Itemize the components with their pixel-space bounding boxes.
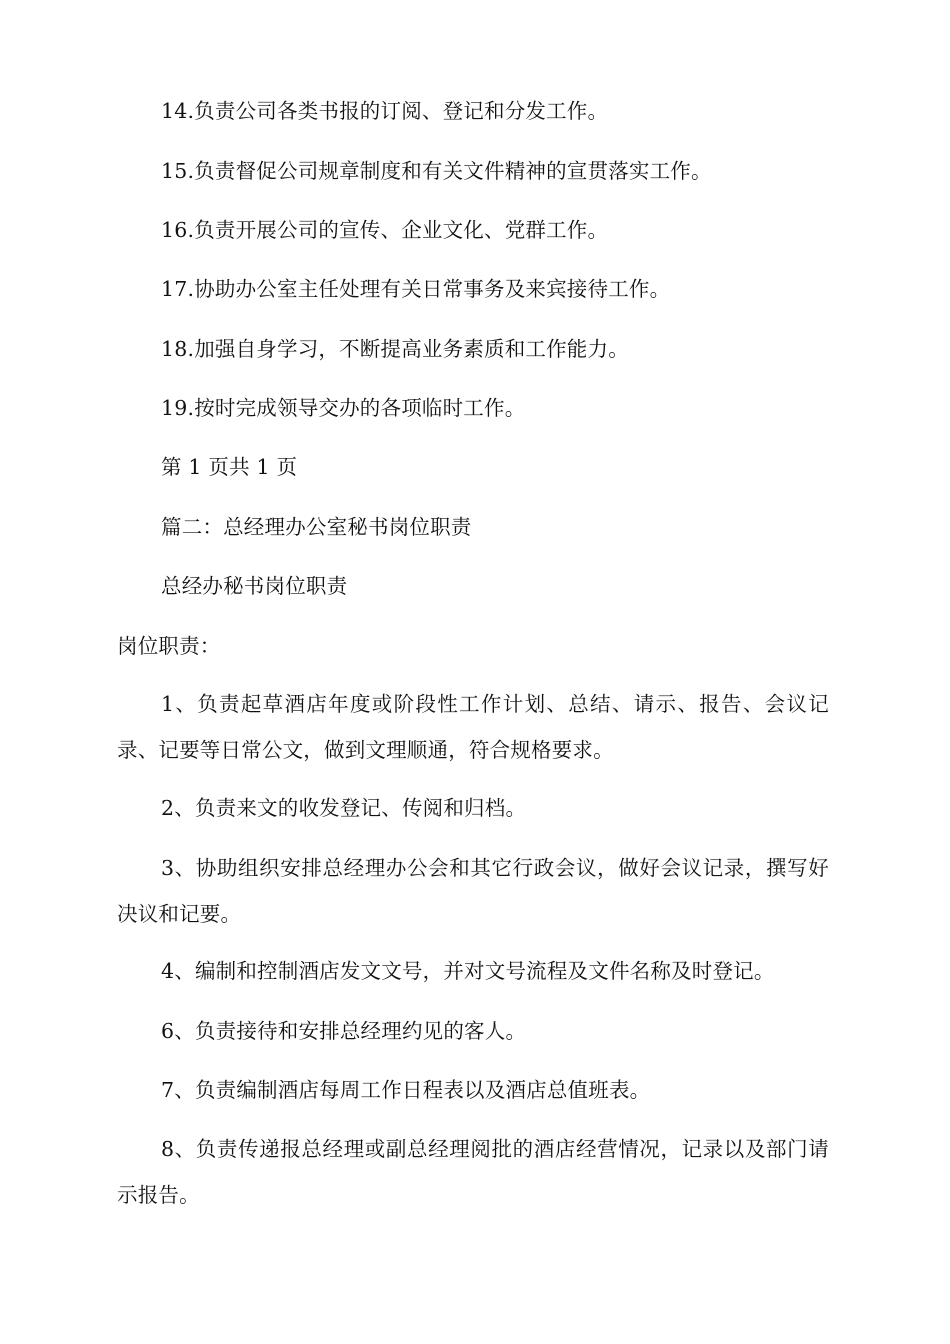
duty-paragraph-7: 7、负责编制酒店每周工作日程表以及酒店总值班表。 xyxy=(161,1078,651,1102)
duty-paragraph-2: 2、负责来文的收发登记、传阅和归档。 xyxy=(161,796,527,820)
duty-paragraph-8: 8、负责传递报总经理或副总经理阅批的酒店经营情况，记录以及部门请示报告。 xyxy=(117,1137,829,1207)
duties-label: 岗位职责： xyxy=(117,634,221,658)
duty-item-15: 15.负责督促公司规章制度和有关文件精神的宣贯落实工作。 xyxy=(161,159,712,183)
section-heading: 篇二：总经理办公室秘书岗位职责 xyxy=(161,515,472,539)
duty-paragraph-3: 3、协助组织安排总经理办公会和其它行政会议，做好会议记录，撰写好决议和记要。 xyxy=(117,856,829,926)
duty-paragraph-1: 1、负责起草酒店年度或阶段性工作计划、总结、请示、报告、会议记录、记要等日常公文，做到文理顺通，符合规格要求。 xyxy=(117,692,829,762)
duty-item-14: 14.负责公司各类书报的订阅、登记和分发工作。 xyxy=(161,99,609,123)
page-number: 第 1 页共 1 页 xyxy=(161,455,298,479)
duty-item-18: 18.加强自身学习，不断提高业务素质和工作能力。 xyxy=(161,337,629,361)
duty-paragraph-6: 6、负责接待和安排总经理约见的客人。 xyxy=(161,1019,527,1043)
duty-item-17: 17.协助办公室主任处理有关日常事务及来宾接待工作。 xyxy=(161,277,671,301)
duty-item-16: 16.负责开展公司的宣传、企业文化、党群工作。 xyxy=(161,218,609,242)
duty-item-19: 19.按时完成领导交办的各项临时工作。 xyxy=(161,396,526,420)
duty-paragraph-4: 4、编制和控制酒店发文文号，并对文号流程及文件名称及时登记。 xyxy=(161,959,775,983)
document-title: 总经办秘书岗位职责 xyxy=(161,574,348,598)
